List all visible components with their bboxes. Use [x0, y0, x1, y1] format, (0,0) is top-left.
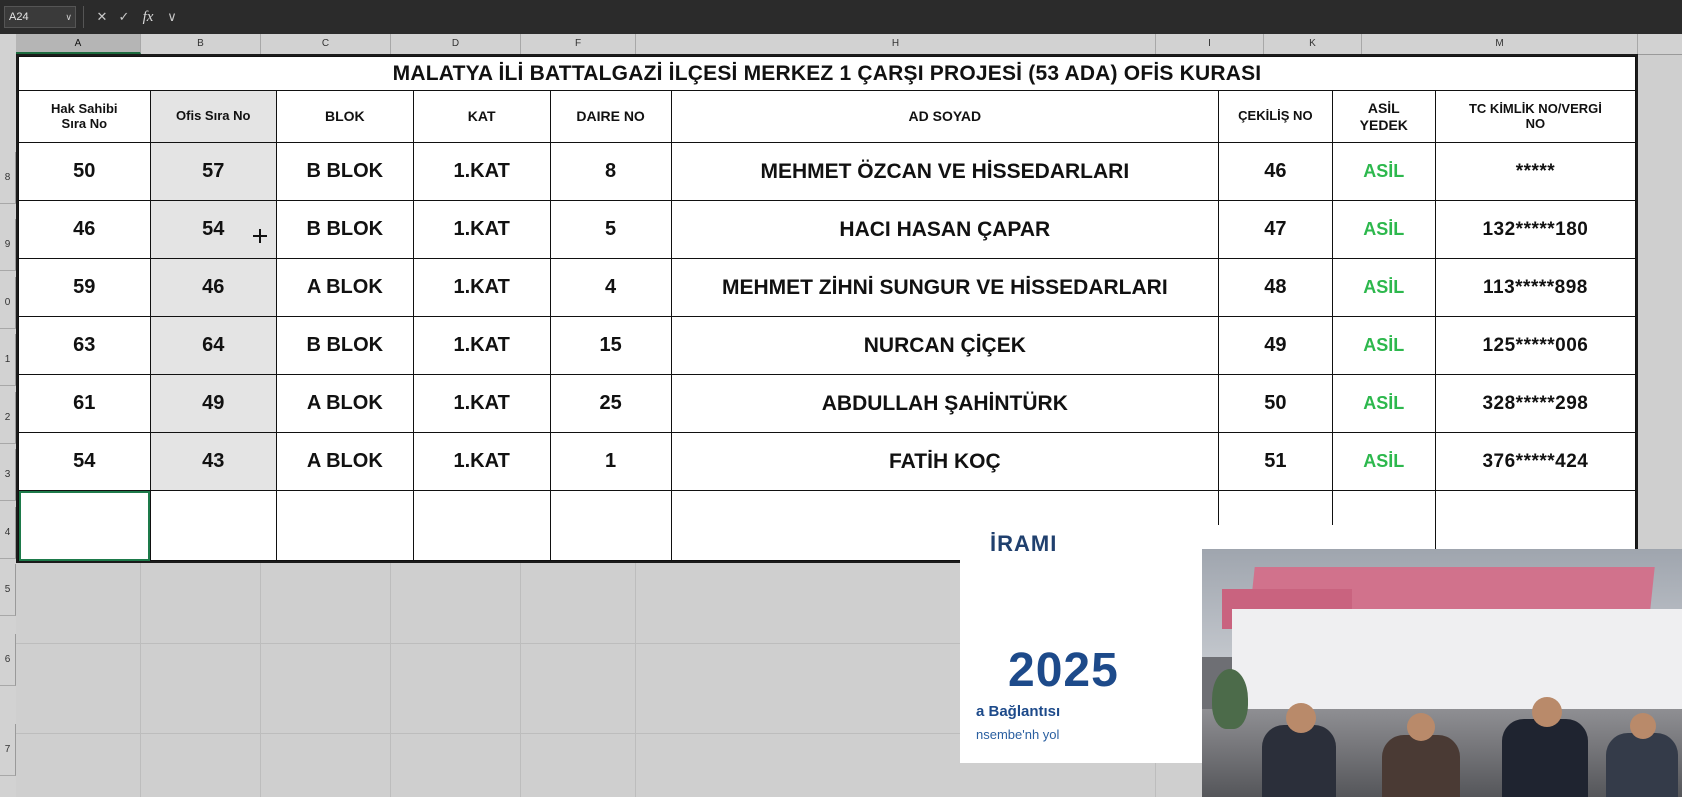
table-row[interactable] [19, 143, 1636, 201]
cell-daire-no[interactable]: 15 [550, 317, 671, 375]
formula-chevron-down-icon[interactable]: ∨ [167, 9, 177, 24]
cell-ofis-sira-no[interactable]: 64 [150, 317, 276, 375]
row-header-9[interactable]: 9 [0, 219, 16, 271]
cell-blok[interactable]: B BLOK [276, 201, 413, 259]
column-header-b[interactable]: B [141, 34, 261, 54]
cell-ofis-sira-no[interactable]: 46 [150, 259, 276, 317]
header-line-1: Hak Sahibi [51, 100, 118, 116]
grid-cell[interactable] [391, 644, 521, 734]
cell-cekilis-no[interactable]: 48 [1219, 259, 1333, 317]
cell-daire-no[interactable]: 8 [550, 143, 671, 201]
formula-input[interactable] [183, 5, 1682, 29]
cell-kat[interactable] [413, 491, 550, 561]
person-left-head [1286, 703, 1316, 733]
cell-asil-yedek[interactable]: ASİL [1332, 317, 1435, 375]
column-header-ofis-sira-no: Ofis Sıra No [150, 91, 276, 143]
cell-asil-yedek[interactable]: ASİL [1332, 259, 1435, 317]
cancel-icon[interactable]: ✕ [96, 9, 108, 24]
person-left [1262, 725, 1336, 797]
column-header-ad-soyad: AD SOYAD [671, 91, 1218, 143]
column-header-d[interactable]: D [391, 34, 521, 54]
tree [1212, 669, 1248, 729]
row-header-6[interactable]: 6 [0, 634, 16, 686]
formula-bar [0, 0, 1682, 34]
divider [83, 6, 84, 28]
grid-cell[interactable] [521, 644, 636, 734]
cell-ofis-sira-no[interactable]: 43 [150, 433, 276, 491]
cell-hak-sahibi-sira-no[interactable]: 63 [19, 317, 151, 375]
cell-ofis-sira-no[interactable]: 54 [150, 201, 276, 259]
row-header-3[interactable]: 3 [0, 449, 16, 501]
grid-cell[interactable] [141, 734, 261, 797]
grid-cell[interactable] [391, 554, 521, 644]
header-line-2: YEDEK [1359, 116, 1408, 133]
name-box-value: A24 [9, 11, 29, 23]
cell-kat[interactable]: 1.KAT [413, 201, 550, 259]
cell-daire-no[interactable]: 1 [550, 433, 671, 491]
row-header-1[interactable]: 1 [0, 334, 16, 386]
row-header-5[interactable]: 5 [0, 564, 16, 616]
cell-asil-yedek[interactable]: ASİL [1332, 143, 1435, 201]
person-right-head [1532, 697, 1562, 727]
poster-line-1: a Bağlantısı [976, 703, 1061, 720]
column-header-daire-no: DAIRE NO [550, 91, 671, 143]
table-header-row [19, 91, 1636, 143]
video-overlay[interactable] [1202, 549, 1682, 797]
column-header-hak-sahibi-sira-no [19, 91, 151, 143]
cell-asil-yedek[interactable]: ASİL [1332, 375, 1435, 433]
grid-cell[interactable] [261, 554, 391, 644]
row-header-strip [0, 54, 16, 797]
column-header-c[interactable]: C [261, 34, 391, 54]
cell-ad-soyad[interactable]: NURCAN ÇİÇEK [671, 317, 1218, 375]
row-header-2[interactable]: 2 [0, 392, 16, 444]
header-line-2: Sıra No [61, 115, 108, 131]
column-header-blok: BLOK [276, 91, 413, 143]
column-header-strip [0, 34, 1682, 55]
grid-cell[interactable] [16, 554, 141, 644]
grid-cell[interactable] [16, 644, 141, 734]
cell-kat[interactable]: 1.KAT [413, 259, 550, 317]
name-box[interactable] [4, 6, 76, 28]
cell-blok[interactable]: B BLOK [276, 143, 413, 201]
cell-hak-sahibi-sira-no[interactable]: 61 [19, 375, 151, 433]
poster-line-2: nsembe'nh yol [976, 727, 1060, 742]
cell-ofis-sira-no[interactable] [150, 491, 276, 561]
grid-cell[interactable] [391, 734, 521, 797]
cell-asil-yedek[interactable]: ASİL [1332, 201, 1435, 259]
fx-icon[interactable]: fx [142, 8, 154, 25]
cell-tc-kimlik[interactable]: 125*****006 [1435, 317, 1635, 375]
table-title-row [19, 57, 1636, 91]
cell-blok[interactable]: A BLOK [276, 259, 413, 317]
cell-blok[interactable]: B BLOK [276, 317, 413, 375]
row-header-8[interactable]: 8 [0, 152, 16, 204]
table-row[interactable] [19, 259, 1636, 317]
cell-blok[interactable]: A BLOK [276, 375, 413, 433]
row-header-7[interactable]: 7 [0, 724, 16, 776]
row-header-4[interactable]: 4 [0, 507, 16, 559]
table-row[interactable] [19, 375, 1636, 433]
row-header-0[interactable]: 0 [0, 277, 16, 329]
cell-ofis-sira-no[interactable]: 57 [150, 143, 276, 201]
cell-cekilis-no[interactable]: 50 [1219, 375, 1333, 433]
cell-cekilis-no[interactable]: 46 [1219, 143, 1333, 201]
poster-top-text: İRAMI [990, 531, 1058, 556]
table-row[interactable] [19, 201, 1636, 259]
cell-hak-sahibi-sira-no[interactable] [19, 491, 151, 561]
grid-cell[interactable] [141, 644, 261, 734]
column-header-tc-kimlik [1435, 91, 1635, 143]
person-right [1502, 719, 1588, 797]
cell-daire-no[interactable]: 5 [550, 201, 671, 259]
column-header-asil-yedek [1332, 91, 1435, 143]
table-row[interactable] [19, 433, 1636, 491]
page-title: MALATYA İLİ BATTALGAZİ İLÇESİ MERKEZ 1 ÇARŞI PROJESİ (53 ADA) OFİS KURASI [19, 57, 1636, 91]
grid-cell[interactable] [16, 734, 141, 797]
header-line-1: ASİL [1367, 100, 1400, 117]
cell-tc-kimlik[interactable]: 132*****180 [1435, 201, 1635, 259]
cell-tc-kimlik[interactable]: 328*****298 [1435, 375, 1635, 433]
cell-kat[interactable]: 1.KAT [413, 143, 550, 201]
cell-hak-sahibi-sira-no[interactable]: 59 [19, 259, 151, 317]
cell-ad-soyad[interactable]: MEHMET ÖZCAN VE HİSSEDARLARI [671, 143, 1218, 201]
person-center-head [1407, 713, 1435, 741]
person-far-right [1606, 733, 1678, 797]
cell-kat[interactable]: 1.KAT [413, 375, 550, 433]
column-header-cekilis-no: ÇEKİLİŞ NO [1219, 91, 1333, 143]
column-header-a[interactable]: A [16, 34, 141, 54]
cell-hak-sahibi-sira-no[interactable]: 50 [19, 143, 151, 201]
chevron-down-icon[interactable]: ∨ [65, 11, 72, 22]
table-row[interactable] [19, 317, 1636, 375]
grid-cell[interactable] [261, 644, 391, 734]
column-header-i[interactable]: I [1156, 34, 1264, 54]
cell-cekilis-no[interactable]: 51 [1219, 433, 1333, 491]
column-header-m[interactable]: M [1362, 34, 1638, 54]
cell-asil-yedek[interactable]: ASİL [1332, 433, 1435, 491]
grid-cell[interactable] [521, 554, 636, 644]
header-line-2: NO [1525, 115, 1546, 131]
column-header-h[interactable]: H [636, 34, 1156, 54]
cell-cekilis-no[interactable]: 49 [1219, 317, 1333, 375]
cell-kat[interactable]: 1.KAT [413, 317, 550, 375]
cell-tc-kimlik[interactable]: ***** [1435, 143, 1635, 201]
cell-tc-kimlik[interactable]: 113*****898 [1435, 259, 1635, 317]
cell-ad-soyad[interactable]: HACI HASAN ÇAPAR [671, 201, 1218, 259]
cell-hak-sahibi-sira-no[interactable]: 46 [19, 201, 151, 259]
cell-daire-no[interactable] [550, 491, 671, 561]
cell-cekilis-no[interactable]: 47 [1219, 201, 1333, 259]
accept-icon[interactable]: ✓ [118, 9, 130, 24]
cell-ad-soyad[interactable]: ABDULLAH ŞAHİNTÜRK [671, 375, 1218, 433]
column-header-kat: KAT [413, 91, 550, 143]
cell-tc-kimlik[interactable]: 376*****424 [1435, 433, 1635, 491]
cell-ad-soyad[interactable]: FATİH KOÇ [671, 433, 1218, 491]
cell-daire-no[interactable]: 4 [550, 259, 671, 317]
cell-kat[interactable]: 1.KAT [413, 433, 550, 491]
grid-cell[interactable] [141, 554, 261, 644]
cell-daire-no[interactable]: 25 [550, 375, 671, 433]
column-header-f[interactable]: F [521, 34, 636, 54]
column-header-k[interactable]: K [1264, 34, 1362, 54]
cell-ofis-sira-no[interactable]: 49 [150, 375, 276, 433]
cell-ad-soyad[interactable]: MEHMET ZİHNİ SUNGUR VE HİSSEDARLARI [671, 259, 1218, 317]
grid-cell[interactable] [521, 734, 636, 797]
kura-table-wrapper [16, 54, 1638, 563]
cell-blok[interactable] [276, 491, 413, 561]
header-line-1: TC KİMLİK NO/VERGİ [1468, 100, 1602, 116]
poster-year: 2025 [1008, 644, 1119, 697]
grid-cell[interactable] [261, 734, 391, 797]
person-center [1382, 735, 1460, 797]
person-far-right-head [1630, 713, 1656, 739]
cell-blok[interactable]: A BLOK [276, 433, 413, 491]
cell-hak-sahibi-sira-no[interactable]: 54 [19, 433, 151, 491]
kura-table [18, 56, 1636, 561]
